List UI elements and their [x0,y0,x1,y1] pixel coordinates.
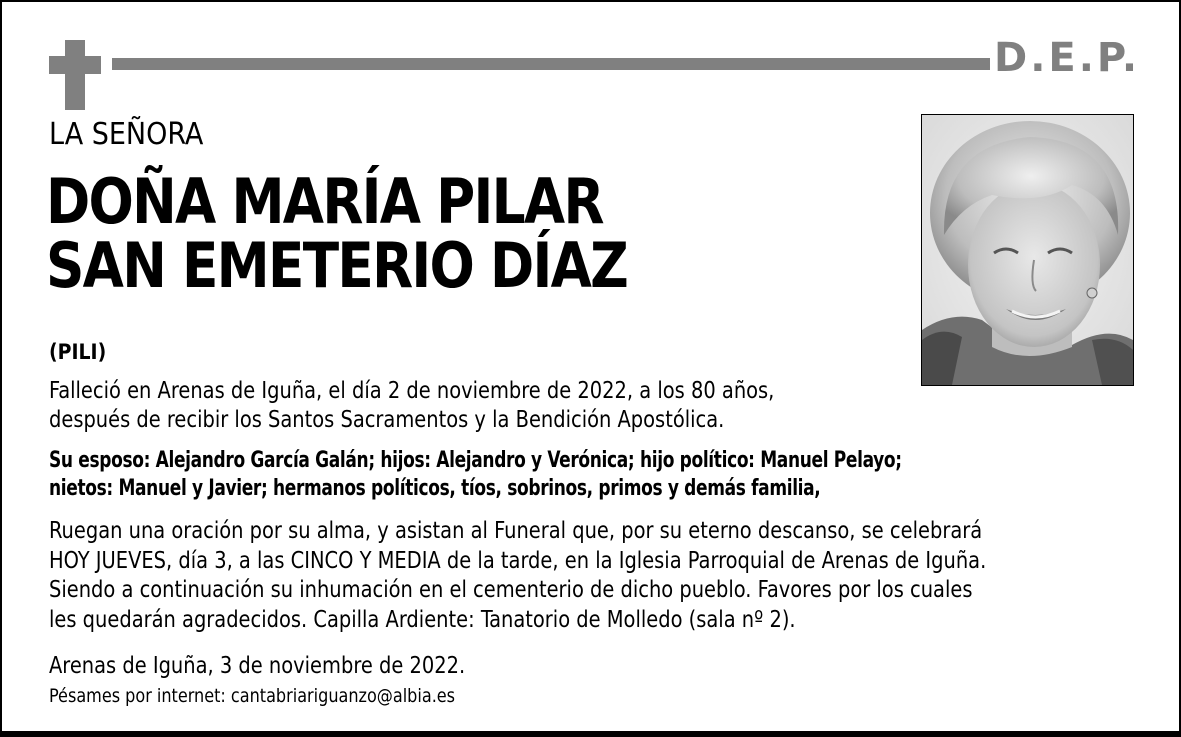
cross-icon-bar [49,56,101,74]
death-notice-line: Falleció en Arenas de Iguña, el día 2 de noviembre de 2022, a los 80 años, [49,378,775,404]
family-line: nietos: Manuel y Javier; hermanos políticos, tíos, sobrinos, primos y demás familia, [49,476,821,501]
deceased-name [46,165,628,302]
condolences-email: Pésames por internet: cantabriariguanzo@albia.es [49,685,456,707]
funeral-notice [49,517,986,635]
portrait-image [922,115,1133,385]
portrait-photo [921,114,1134,386]
death-notice-line: después de recibir los Santos Sacramentos y la Bendición Apostólica. [49,407,725,433]
funeral-line: Siendo a continuación su inhumación en el cementerio de dicho pueblo. Favores por los cuales [49,577,973,603]
place-date: Arenas de Iguña, 3 de noviembre de 2022. [49,653,466,679]
funeral-line: Ruegan una oración por su alma, y asistan al Funeral que, por su eterno descanso, se celebrará [49,518,983,544]
name-line-1: DOÑA MARÍA PILAR [46,165,603,238]
funeral-line: HOY JUEVES, día 3, a las CINCO Y MEDIA de la tarde, en la Iglesia Parroquial de Arenas de Iguña. [49,547,987,574]
funeral-line: les quedarán agradecidos. Capilla Ardiente: Tanatorio de Molledo (sala nº 2). [49,606,796,633]
name-line-2: SAN EMETERIO DÍAZ [46,229,628,302]
honorific: LA SEÑORA [49,117,204,152]
death-notice [49,377,774,435]
cross-icon [65,40,85,110]
nickname: (PILI) [49,340,107,364]
dep-label: D.E.P. [994,35,1141,81]
family-list [49,447,902,503]
family-line: Su esposo: Alejandro García Galán; hijos: Alejandro y Verónica; hijo político: Manuel Pelayo; [49,448,902,473]
header-rule [112,58,990,70]
